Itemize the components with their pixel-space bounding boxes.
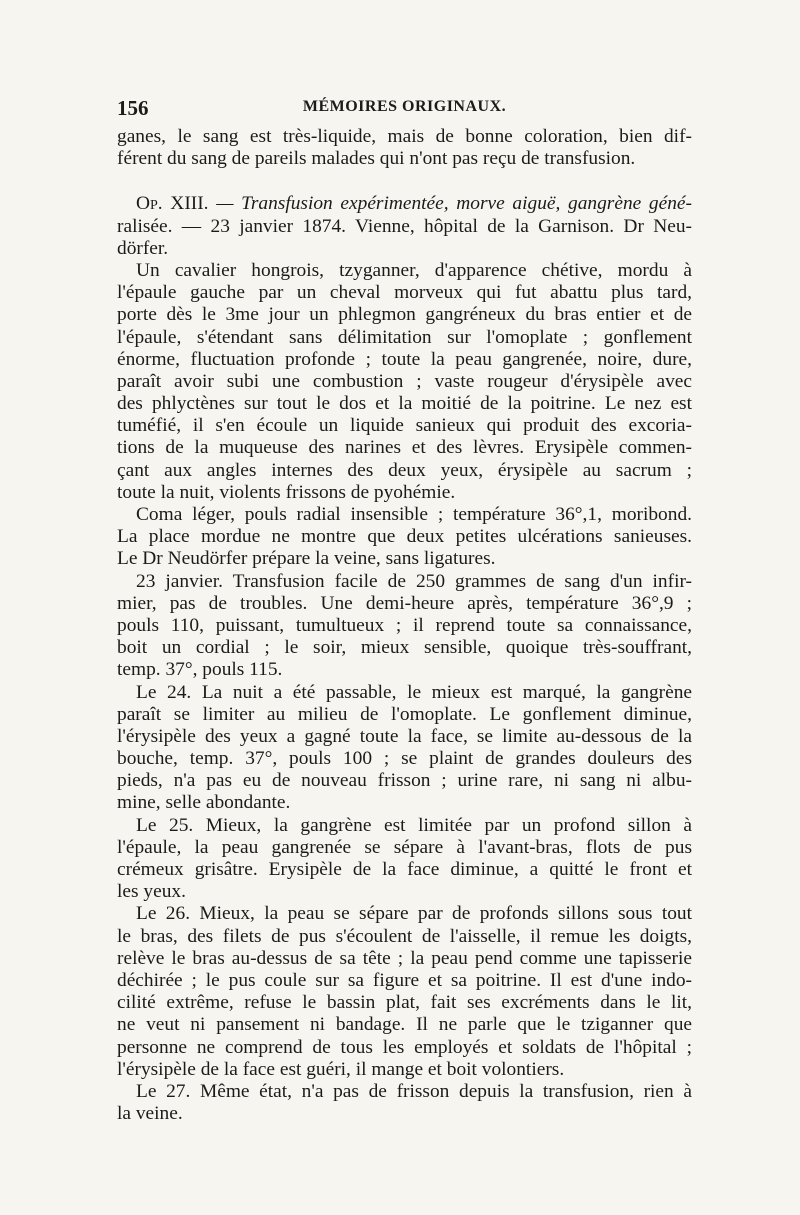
text-line: ganes, le sang est très-liquide, mais de bonne coloration, bien dif-	[117, 126, 692, 147]
text-line: porte dès le 3me jour un phlegmon gangréneux du bras entier et de	[117, 304, 692, 326]
text-line: les yeux.	[117, 881, 186, 903]
text-line: Le 27. Même état, n'a pas de frisson depuis la transfusion, rien à	[136, 1080, 692, 1102]
text-line: personne ne comprend de tous les employés et soldats de l'hôpital ;	[117, 1036, 692, 1058]
running-head	[117, 96, 692, 126]
text-line: temp. 37°, pouls 115.	[117, 659, 283, 681]
body-text	[117, 126, 692, 1125]
text-line: La place mordue ne montre que deux petites ulcérations sanieuses.	[117, 526, 692, 548]
page-number: 156	[117, 96, 149, 120]
text-line: mier, pas de troubles. Une demi-heure après, température 36°,9 ;	[117, 592, 692, 614]
text-line: 23 janvier. Transfusion facile de 250 grammes de sang d'un infir-	[136, 570, 692, 592]
text-line: mine, selle abondante.	[117, 792, 291, 814]
running-title: MÉMOIRES ORIGINAUX.	[302, 98, 507, 115]
text-line: des phlyctènes sur tout le dos et la moitié de la poitrine. Le nez est	[117, 393, 692, 415]
text-line: çant aux angles internes des deux yeux, érysipèle au sacrum ;	[117, 459, 692, 481]
text-line: toute la nuit, violents frissons de pyohémie.	[117, 481, 456, 503]
text-line: la veine.	[117, 1103, 183, 1125]
text-line: cilité extrême, refuse le bassin plat, fait ses excréments dans le lit,	[117, 992, 692, 1014]
text-line: ralisée. — 23 janvier 1874. Vienne, hôpital de la Garnison. Dr Neu-	[117, 215, 692, 237]
text-line: Le Dr Neudörfer prépare la veine, sans ligatures.	[117, 548, 496, 570]
text-line: l'érysipèle des yeux a gagné toute la face, se limite au-dessous de la	[117, 725, 692, 747]
text-line: relève le bras au-dessus de sa tête ; la peau pend comme une tapisserie	[117, 947, 692, 969]
text-line: l'érysipèle de la face est guéri, il mange et boit volontiers.	[117, 1058, 565, 1080]
text-line: le bras, des filets de pus s'écoulent de l'aisselle, il remue les doigts,	[117, 925, 692, 947]
text-line: bouche, temp. 37°, pouls 100 ; se plaint de grandes douleurs des	[117, 748, 692, 770]
text-line: Le 26. Mieux, la peau se sépare par de profonds sillons sous tout	[136, 903, 692, 925]
text-line: l'épaule, s'étendant sans délimitation sur l'omoplate ; gonflement	[117, 326, 692, 348]
paragraph-gap	[117, 170, 692, 193]
text-line: l'épaule gauche par un cheval morveux qui fut abattu plus tard,	[117, 282, 692, 304]
case-label: Op. XIII.	[136, 193, 209, 215]
text-line: pouls 110, puissant, tumultueux ; il reprend toute sa connaissance,	[117, 614, 692, 636]
text-line: crémeux grisâtre. Erysipèle de la face diminue, a quitté le front et	[117, 859, 692, 880]
text-line: énorme, fluctuation profonde ; toute la peau gangrenée, noire, dure,	[117, 348, 692, 370]
text-line: pieds, n'a pas eu de nouveau frisson ; urine rare, ni sang ni albu-	[117, 770, 692, 792]
text-line: Le 24. La nuit a été passable, le mieux est marqué, la gangrène	[136, 681, 692, 703]
text-line: boit un cordial ; le soir, mieux sensible, quoique très-souffrant,	[117, 637, 692, 659]
text-line: Coma léger, pouls radial insensible ; température 36°,1, moribond.	[136, 504, 692, 525]
text-line: férent du sang de pareils malades qui n'ont pas reçu de transfusion.	[117, 148, 636, 170]
text-line: Un cavalier hongrois, tzyganner, d'apparence chétive, mordu à	[136, 259, 692, 281]
text-line: paraît avoir subi une combustion ; vaste rougeur d'érysipèle avec	[117, 370, 692, 392]
case-title: — Transfusion expérimentée, morve aiguë, gangrène géné-	[208, 193, 692, 215]
text-line: déchirée ; le pus coule sur sa figure et sa poitrine. Il est d'une indo-	[117, 969, 692, 991]
text-line: paraît se limiter au milieu de l'omoplate. Le gonflement diminue,	[117, 703, 692, 725]
text-line: tions de la muqueuse des narines et des lèvres. Erysipèle commen-	[117, 437, 692, 459]
text-line: Le 25. Mieux, la gangrène est limitée par un profond sillon à	[136, 814, 692, 836]
case-heading-line	[117, 193, 692, 215]
text-line: dörfer.	[117, 237, 169, 259]
text-line: l'épaule, la peau gangrenée se sépare à l'avant-bras, flots de pus	[117, 836, 692, 858]
text-line: ne veut ni pansement ni bandage. Il ne parle que le tziganner que	[117, 1014, 692, 1036]
text-line: tuméfié, il s'en écoule un liquide sanieux qui produit des excoria-	[117, 415, 692, 437]
